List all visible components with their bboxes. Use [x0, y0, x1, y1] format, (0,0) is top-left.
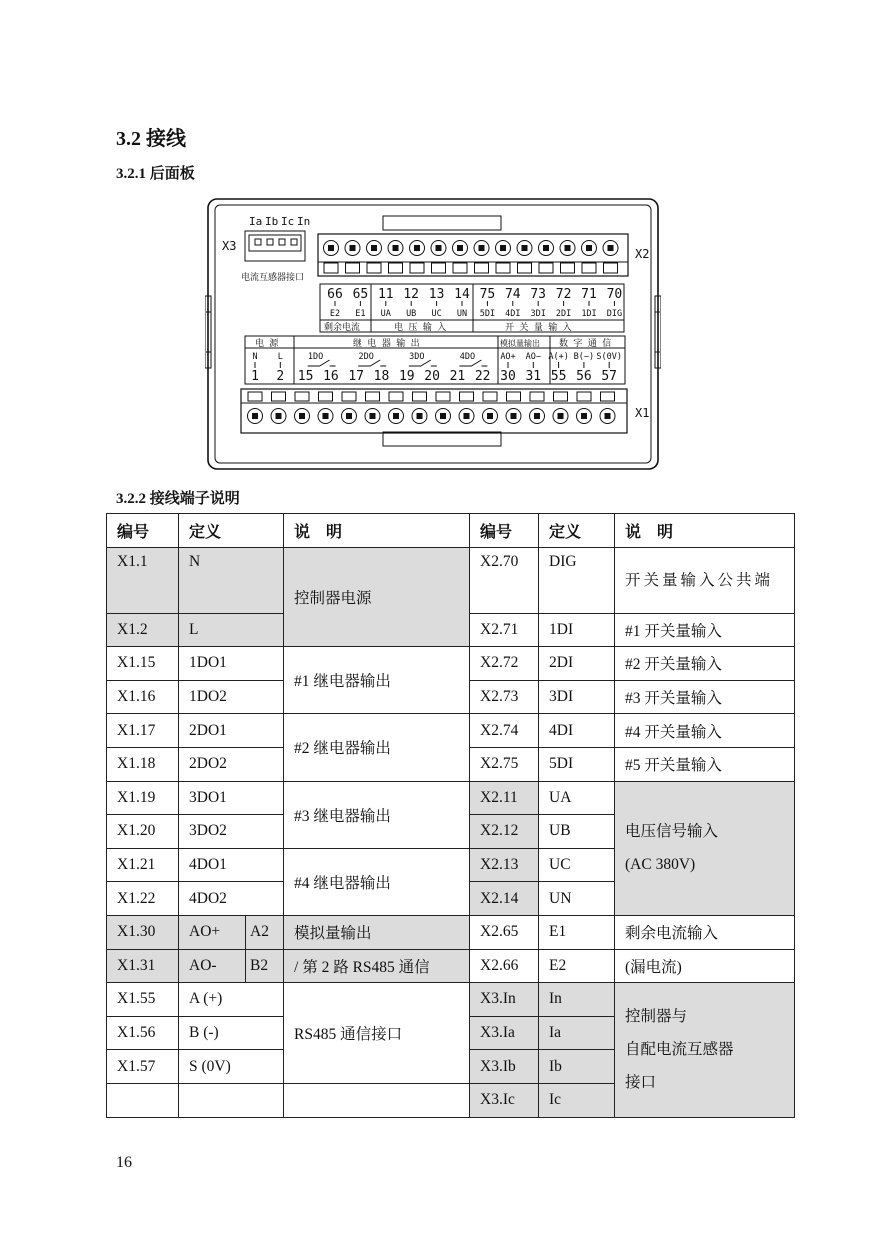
cell-def: Ib [539, 1050, 615, 1084]
x1-terminal-number: 21 [449, 369, 466, 384]
x1-terminal-number: 17 [348, 369, 365, 384]
x1-terminal-number: 2 [276, 369, 285, 384]
x2-terminal-signal: UA [380, 309, 391, 319]
x1-clamp [342, 392, 356, 401]
x1-clamp [295, 392, 309, 401]
cell-no: X1.57 [107, 1050, 179, 1084]
x1-screw-slot [511, 413, 517, 419]
cell-def: E2 [539, 949, 615, 983]
table-row [107, 983, 795, 1017]
cell-def: UC [539, 848, 615, 882]
x1-screw-slot [370, 413, 376, 419]
cell-no: X2.14 [470, 882, 539, 916]
x2-terminal-labels [320, 284, 624, 333]
x1-clamp [601, 392, 615, 401]
cell-def: 2DO1 [179, 714, 284, 748]
x2-clamp [389, 263, 403, 273]
table-row [107, 915, 795, 949]
x1-clamp [366, 392, 380, 401]
x2-screw-slot [565, 245, 571, 251]
x1-clamp [507, 392, 521, 401]
header-def-right: 定义 [539, 514, 615, 548]
x1-screw-slot [299, 413, 305, 419]
cell-def: 1DO1 [179, 647, 284, 681]
cell-def: UA [539, 781, 615, 815]
cell-def [179, 1083, 284, 1117]
x2-screw-slot [350, 245, 356, 251]
header-no-right: 编号 [470, 514, 539, 548]
cell-def: 1DO2 [179, 680, 284, 714]
cell-desc: #1 继电器输出 [284, 647, 470, 714]
x1-screw-slot [252, 413, 258, 419]
cell-no [107, 1083, 179, 1117]
x1-screw-slot [393, 413, 399, 419]
x1-clamp [436, 392, 450, 401]
cell-no: X2.66 [470, 949, 539, 983]
x2-terminal-signal: 2DI [555, 309, 572, 319]
x2-terminal-number: 14 [454, 287, 470, 302]
x2-terminal-signal: DIG [606, 309, 623, 319]
cell-def: E1 [539, 915, 615, 949]
x2-screw-slot [586, 245, 592, 251]
x1-terminal-signal: AO− [525, 352, 541, 362]
x2-clamp [561, 263, 575, 273]
x1-clamp [460, 392, 474, 401]
cell-no: X2.70 [470, 547, 539, 613]
x2-screw-slot [543, 245, 549, 251]
x2-terminal-number: 73 [530, 287, 547, 302]
x2-terminal-signal: 3DI [530, 309, 546, 319]
cell-def: N [179, 547, 284, 613]
desc-line: 自配电流互感器 [625, 1041, 734, 1059]
x1-terminal-signal: A(+) [548, 352, 569, 362]
cell-desc: (漏电流) [615, 949, 795, 983]
cell-no: X2.13 [470, 848, 539, 882]
cell-no: X3.In [470, 983, 539, 1017]
cell-desc: #4 开关量输入 [615, 714, 795, 748]
cell-desc: #1 开关量输入 [615, 613, 795, 647]
x1-clamp [319, 392, 333, 401]
header-no-left: 编号 [107, 514, 179, 548]
x1-group-label: 电 源 [255, 339, 279, 349]
x1-group-label: 继 电 器 输 出 [353, 339, 420, 349]
cell-desc: #3 开关量输入 [615, 680, 795, 714]
x2-screw-slot [479, 245, 485, 251]
cell-desc: #3 继电器输出 [284, 781, 470, 848]
cell-no: X1.1 [107, 547, 179, 613]
x3-label: X3 [222, 239, 237, 253]
table-row [107, 547, 795, 613]
cell-def: 3DI [539, 680, 615, 714]
cell-alt: B2 [246, 949, 284, 983]
x2-terminal-signal: UB [406, 309, 417, 319]
cell-def: 3DO2 [179, 815, 284, 849]
x2-screw-slot [328, 245, 334, 251]
rear-panel-diagram [205, 196, 661, 472]
x1-terminal-labels [245, 336, 625, 384]
x1-terminal-signal: AO+ [500, 352, 516, 362]
cell-no: X1.20 [107, 815, 179, 849]
x1-clamp [483, 392, 497, 401]
x2-label: X2 [635, 247, 650, 261]
x2-clamp [518, 263, 532, 273]
x1-terminal-number: 56 [576, 369, 592, 384]
x2-screw-slot [608, 245, 614, 251]
x1-screw-slot [581, 413, 587, 419]
cell-def: AO+ [179, 915, 246, 949]
relay-label: 2DO [358, 352, 374, 362]
x2-terminal-signal: 5DI [479, 309, 496, 319]
x1-screw-slot [417, 413, 423, 419]
x2-clamp [604, 263, 618, 273]
x2-screw-slot [371, 245, 377, 251]
table-row [107, 781, 795, 815]
cell-def: A (+) [179, 983, 284, 1017]
cell-def: S (0V) [179, 1050, 284, 1084]
cell-no: X1.31 [107, 949, 179, 983]
x2-screw-slot [436, 245, 442, 251]
cell-def: AO- [179, 949, 246, 983]
x3-pin-label: In [297, 215, 311, 228]
desc-line: 电压信号输入 [625, 823, 719, 841]
desc-line: 控制器与 [625, 1008, 688, 1026]
x3-pin-label: Ia [249, 215, 263, 228]
x1-screw-slot [346, 413, 352, 419]
x1-clamp [554, 392, 568, 401]
x3-pin-label: Ib [265, 215, 279, 228]
cell-no: X1.56 [107, 1016, 179, 1050]
cell-def: 4DO2 [179, 882, 284, 916]
page-number: 16 [116, 1154, 132, 1171]
cell-def: 1DI [539, 613, 615, 647]
cell-no: X2.75 [470, 747, 539, 781]
x2-terminal-signal: 4DI [505, 309, 521, 319]
cell-no: X1.30 [107, 915, 179, 949]
x1-clamp [248, 392, 262, 401]
x1-terminal-number: 57 [601, 369, 618, 384]
x3-pin-label: Ic [281, 215, 295, 228]
cell-desc-ct [615, 983, 795, 1117]
x2-clamp [453, 263, 467, 273]
x2-terminal-number: 72 [555, 287, 572, 302]
cell-def: 3DO1 [179, 781, 284, 815]
x1-label: X1 [635, 406, 650, 420]
table-row [107, 647, 795, 681]
x2-screw-slot [500, 245, 506, 251]
cell-no: X2.12 [470, 815, 539, 849]
desc-line: (AC 380V) [625, 856, 696, 874]
x1-clamp [577, 392, 591, 401]
x3-caption: 电流互感器接口 [241, 273, 305, 283]
x2-group-label: 开 关 量 输 入 [505, 323, 572, 333]
subsection-terminal-description: 3.2.2 接线端子说明 [116, 491, 240, 507]
x1-terminal-number: 22 [474, 369, 491, 384]
x2-terminal-number: 74 [504, 287, 521, 302]
x2-terminal-signal: 1DI [581, 309, 597, 319]
subsection-rear-panel: 3.2.1 后面板 [116, 166, 195, 182]
x2-terminal-number: 65 [352, 287, 369, 302]
x2-terminal-number: 66 [327, 287, 343, 302]
x1-screw-slot [534, 413, 540, 419]
cell-desc: #4 继电器输出 [284, 848, 470, 915]
x2-screw-slot [414, 245, 420, 251]
section-title: 3.2 接线 [116, 128, 186, 150]
cell-no: X1.16 [107, 680, 179, 714]
x2-terminal-number: 71 [581, 287, 597, 302]
x2-terminal-signal: UC [431, 309, 442, 319]
cell-def: B (-) [179, 1016, 284, 1050]
x1-screw-slot [464, 413, 470, 419]
cell-def: 4DI [539, 714, 615, 748]
x1-terminal-number: 18 [373, 369, 390, 384]
cell-def: UN [539, 882, 615, 916]
x1-clamp [413, 392, 427, 401]
x2-terminal-number: 12 [403, 287, 420, 302]
cell-def: UB [539, 815, 615, 849]
x2-terminal-number: 75 [479, 287, 496, 302]
x1-terminal-number: 31 [525, 369, 542, 384]
x1-terminal-signal: L [277, 352, 283, 362]
cell-no: X1.2 [107, 613, 179, 647]
x2-clamp [475, 263, 489, 273]
x1-screw-slot [323, 413, 329, 419]
x2-screw-slot [393, 245, 399, 251]
x1-group-label: 模拟量输出 [500, 339, 540, 348]
cell-def: In [539, 983, 615, 1017]
cell-no: X1.19 [107, 781, 179, 815]
x1-screw-slot [605, 413, 611, 419]
relay-label: 4DO [459, 352, 476, 362]
x2-clamp [324, 263, 338, 273]
x1-terminal-number: 30 [500, 369, 516, 384]
cell-no: X1.22 [107, 882, 179, 916]
header-desc-right: 说 明 [615, 514, 795, 548]
cell-desc: 剩余电流输入 [615, 915, 795, 949]
cell-def: 2DO2 [179, 747, 284, 781]
cell-desc: 开关量输入公共端 [615, 547, 795, 613]
cell-desc: #5 开关量输入 [615, 747, 795, 781]
x1-terminal-number: 19 [398, 369, 415, 384]
x1-group-label: 数 字 通 信 [559, 339, 612, 349]
x2-screw-slot [522, 245, 528, 251]
x1-terminal-number: 55 [550, 369, 567, 384]
x1-screw-slot [276, 413, 282, 419]
cell-no: X2.73 [470, 680, 539, 714]
cell-no: X3.Ib [470, 1050, 539, 1084]
cell-no: X2.65 [470, 915, 539, 949]
x1-terminal-number: 1 [251, 369, 259, 384]
cell-no: X1.17 [107, 714, 179, 748]
x2-clamp [539, 263, 553, 273]
x1-terminal-number: 16 [323, 369, 339, 384]
x2-terminal-number: 13 [428, 287, 445, 302]
x1-connector [241, 389, 627, 433]
x2-clamp [582, 263, 596, 273]
x2-clamp [410, 263, 424, 273]
cell-no: X2.11 [470, 781, 539, 815]
cell-desc-voltage [615, 781, 795, 915]
terminal-table [106, 513, 795, 1118]
x1-screw-slot [487, 413, 493, 419]
cell-desc: #2 继电器输出 [284, 714, 470, 781]
x1-clamp [389, 392, 403, 401]
x2-terminal-number: 70 [606, 287, 623, 302]
cell-no: X2.71 [470, 613, 539, 647]
cell-desc: / 第 2 路 RS485 通信 [284, 949, 470, 983]
cell-no: X1.15 [107, 647, 179, 681]
relay-label: 3DO [409, 352, 425, 362]
cell-alt: A2 [246, 915, 284, 949]
x2-connector [318, 234, 628, 276]
cell-no: X1.21 [107, 848, 179, 882]
x1-clamp [530, 392, 544, 401]
cell-desc: #2 开关量输入 [615, 647, 795, 681]
cell-desc: 模拟量输出 [284, 915, 470, 949]
cell-def: L [179, 613, 284, 647]
desc-line: 接口 [625, 1074, 657, 1092]
x1-screw-slot [558, 413, 564, 419]
cell-desc-empty [284, 1083, 470, 1117]
x2-clamp [346, 263, 360, 273]
header-def-left: 定义 [179, 514, 284, 548]
cell-def: Ia [539, 1016, 615, 1050]
x1-terminal-signal: N [252, 352, 258, 362]
cell-no: X1.18 [107, 747, 179, 781]
cell-def: 2DI [539, 647, 615, 681]
relay-label: 1DO [307, 352, 324, 362]
table-row [107, 949, 795, 983]
x2-terminal-signal: UN [456, 309, 468, 319]
x1-screw-slot [440, 413, 446, 419]
x1-terminal-number: 20 [424, 369, 440, 384]
x2-screw-slot [457, 245, 463, 251]
cell-desc: RS485 通信接口 [284, 983, 470, 1084]
cell-no: X1.55 [107, 983, 179, 1017]
x2-clamp [496, 263, 510, 273]
x2-clamp [432, 263, 446, 273]
cell-no: X2.74 [470, 714, 539, 748]
cell-def: DIG [539, 547, 615, 613]
cell-no: X3.Ia [470, 1016, 539, 1050]
table-header-row [107, 514, 795, 548]
header-desc-left: 说 明 [284, 514, 470, 548]
table-row [107, 714, 795, 748]
x1-terminal-number: 15 [297, 369, 314, 384]
cell-def: Ic [539, 1083, 615, 1117]
cell-desc: 控制器电源 [284, 547, 470, 647]
x2-clamp [367, 263, 381, 273]
cell-def: 4DO1 [179, 848, 284, 882]
x2-terminal-number: 11 [377, 287, 394, 302]
x1-clamp [272, 392, 286, 401]
cell-def: 5DI [539, 747, 615, 781]
x1-terminal-signal: S(0V) [596, 352, 622, 362]
cell-no: X2.72 [470, 647, 539, 681]
x1-terminal-signal: B(−) [573, 352, 595, 362]
x2-group-label: 剩余电流 [324, 323, 361, 333]
x2-terminal-signal: E1 [355, 309, 366, 319]
x2-group-label: 电 压 输 入 [394, 323, 447, 333]
x2-terminal-signal: E2 [329, 309, 341, 319]
cell-no: X3.Ic [470, 1083, 539, 1117]
